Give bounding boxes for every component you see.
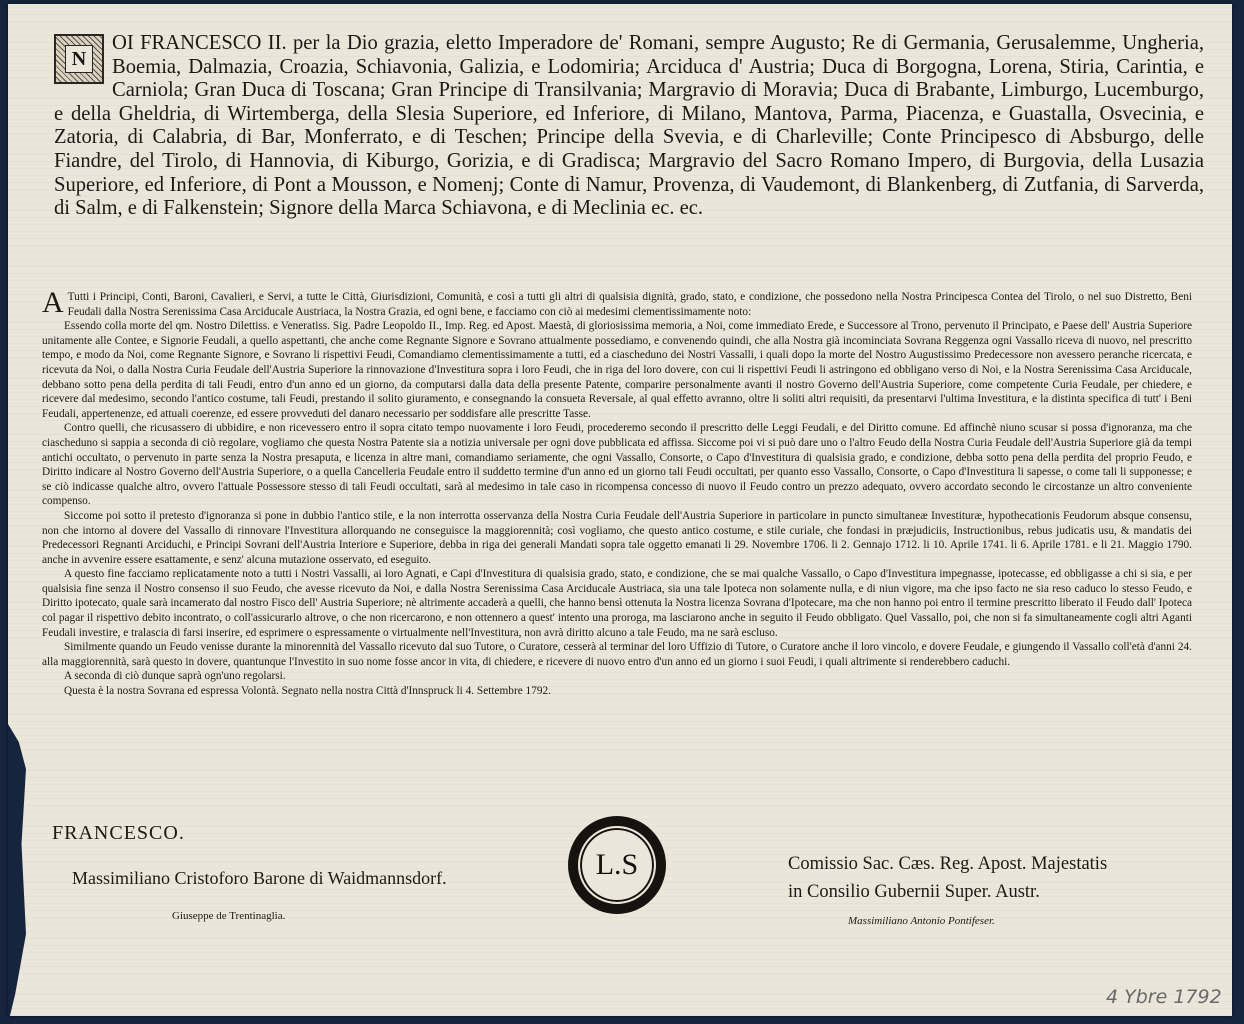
commission-line-2: in Consilio Gubernii Super. Austr. (788, 882, 1040, 902)
initial-letter: N (65, 45, 93, 73)
header-text: OI FRANCESCO II. per la Dio grazia, eletto Imperadore de' Romani, sempre Augusto; Re di Germania, Gerusalemme, Ungheria, Boemia, Dalmazia, Croazia, Schiavonia, Galizia, e Lodomiria; Arciduca d' Austria; Duca di Borgogna, Lorena, Stiria, Carintia, e Carniola; Gran Duca di Toscana; Gran Principe di Transilvania; Margravio di Moravia; Duca di Brabante, Limburgo, Lucemburgo, e della Gheldria, di Wirtemberga, della Slesia Superiore, ed Inferiore, di Milano, Mantova, Parma, Piacenza, e Guastalla, Osvecinia, e Zatoria, di Calabria, di Bar, Monferrato, e di Teschen; Principe della Svevia, e di Charleville; Conte Principesco di Absburgo, delle Fiandre, del Tirolo, di Hannovia, di Kiburgo, Gorizia, e di Gradisca; Margravio del Sacro Romano Impero, di Burgovia, della Lusazia Superiore, ed Inferiore, di Pont a Mousson, e Nomenj; Conte di Namur, Provenza, di Vaudemont, di Blankenberg, di Zutfania, di Sarverda, di Salm, e di Falkenstein; Signore della Marca Schiavona, e di Meclinia ec. ec. (54, 32, 1204, 220)
commission-block (788, 850, 1188, 936)
decorated-initial-icon (54, 34, 104, 84)
commission-line-1: Comissio Sac. Cæs. Reg. Apost. Majestatis (788, 854, 1108, 874)
body-paragraph: A Tutti i Principi, Conti, Baroni, Cavalieri, e Servi, a tutte le Città, Giurisdizioni, Comunità, e così a tutti gli altri di qualsisia dignità, grado, stato, e condizione, che possedono nella Nostra Principesca Contea del Tirolo, o nel suo Distretto, Beni Feudali dalla Nostra Serenissima Casa Arciducale Austriaca, la Nostra Grazia, ed ogni bene, e facciamo con ciò ai medesimi clementissimamente noto: (42, 286, 1192, 319)
body-initial: A (42, 286, 64, 319)
document-sheet (8, 4, 1232, 1016)
sovereign-signature: FRANCESCO. (52, 822, 185, 844)
body-paragraph: Essendo colla morte del qm. Nostro Dilettiss. e Veneratiss. Sig. Padre Leopoldo II., Imp. Reg. ed Apost. Maestà, di gloriosissima memoria, a Noi, come immediato Erede, e Successore al Trono, pervenuto il Principato, e Paese dell' Austria Superiore unitamente alle Contee, e Signorie Feudali, a quello aspettanti, che anche come Regnante Signore e Sovrano attualmente possediamo, e convenendo quindi, che alla Nostra già incominciata Sovrana Reggenza ogni Vassallo riceva di nuovo, nel prescritto tempo, e modo da Noi, come Regnante Signore, e Sovrano li rispettivi Feudi, Comandiamo clementissimamente a tutti, ed a ciascheduno dei Nostri Vassalli, i quali dopo la morte del Nostro Augustissimo Predecessore non avessero peranche ricercata, e ricevuta da Noi, o dalla Nostra Curia Feudale dell'Austria Superiore la rinnovazione d'Investitura sopra i loro Feudi, che in riga del loro dovere, con cui li rispettivi Feudi li astringono ed obbligano verso di Noi, e la Nostra Serenissima Casa Arciducale, debbano sotto pena della perdita di tali Feudi, entro d'un anno ed un giorno, da computarsi dalla data della presente Patente, comparire personalmente avanti il nostro Governo dell'Austria Superiore, come competente Curia Feudale, per chiedere, e ricevere dal medesimo, secondo l'antico costume, tali Feudi, prestando il solito giuramento, e consegnando la consueta Reversale, al qual effetto avranno, oltre li soliti altri requisiti, da presentarvi l'ultima Investitura, e la distinta specifica di tutt' i Beni Feudali, appertenenze, ed attuali coerenze, ed essere provveduti del danaro necessario per soddisfare alle prescritte Tasse. (42, 320, 1192, 420)
pontifeser-signature: Massimiliano Antonio Pontifeser. (848, 915, 995, 927)
torn-edge (8, 724, 26, 1024)
body-paragraph: Siccome poi sotto il pretesto d'ignoranza si pone in dubbio l'antico stile, e la non interrotta osservanza della Nostra Curia Feudale dell'Austria Superiore in particolare in puncto simultaneæ Investituræ, hypothecationis Feudorum absque consensu, non che intorno al dovere del Vassallo di rinnovare l'Investitura allorquando ne conseguisce la maggiorennità; così vogliamo, che questo antico costume, e stile curiale, che fondasi in præjudiciis, Instructionibus, rebus judicatis usu, & mandatis dei Predecessori Regnanti Arciduchi, e Principi Sovrani dell'Austria Interiore e Superiore, debba in riga dei generali Mandati sopra tale oggetto emanati li 29. Novembre 1706. li 2. Gennajo 1712. li 10. Aprile 1741. li 6. Aprile 1781. e li 21. Maggio 1790. anche in avvenire essere esattamente, e senz' alcuna mutazione osservato, ed eseguito. (42, 509, 1192, 566)
pencil-annotation: 4 Ybre 1792 (1106, 986, 1222, 1008)
seal-monogram: L.S (578, 826, 656, 904)
baron-signature: Massimiliano Cristoforo Barone di Waidmannsdorf. (72, 868, 447, 888)
body-paragraph: Similmente quando un Feudo venisse durante la minorennità del Vassallo ricevuto dal suo Tutore, o Curatore, cesserà al terminar del loro Uffizio di Tutore, o Curatore anche il loro vincolo, e dovere Feudale, e giungendo il Vassallo coll'età d'anni 24. alla maggiorennità, sarà questo in dovere, quantunque l'Investito in suo nome fosse ancor in vita, di chiedere, e ricevere di nuovo entro d'un anno ed un giorno i suoi Feudi, i quali altrimente si renderebbero caduchi. (42, 641, 1192, 668)
patent-header (54, 32, 1204, 221)
body-paragraph: Questa è la nostra Sovrana ed espressa Volontà. Segnato nella nostra Città d'Innspruck li 4. Settembre 1792. (64, 685, 551, 698)
patent-body (42, 286, 1192, 699)
body-paragraph: Contro quelli, che ricusassero di ubbidire, e non ricevessero entro il sopra citato tempo nuovamente i loro Feudi, procederemo secondo il prescritto delle Leggi Feudali, e del Diritto comune. Ed affinchè niuno scusar si possa d'ignoranza, ma che ciascheduno si sappia a seconda di ciò regolare, vogliamo che questa Nostra Patente sia a notizia universale per ogni dove pubblicata ed affissa. Siccome poi vi si può dare uno o l'altro Feudo della Nostra Curia Feudale dell'Austria Superiore già da tempi antichi occultato, o pervenuto in parte senza la Nostra presaputa, e licenza in altre mani, comandiamo seriamente, che ogni Vassallo, Consorte, o Capo d'Investitura di qualsisia grado, e condizione, debba sotto pena della perdita del proprio Feudo, e Diritto indicare al Nostro Governo dell'Austria Superiore, o a quella Cancelleria Feudale entro il suddetto termine d'un anno ed un giorno tali Feudi occultati, per quanto esso Vassallo, Consorte, o Capo d'Investitura li sapesse, o come tali li supponesse; e se ciò indicasse qualche altro, ovvero l'attuale Possessore stesso di tali Feudi occultati, sarà al medesimo in tale caso in ricompensa concesso di nuovo il Feudo contro un prezzo adequato, ovvero accordato secondo le circostanze un altro conveniente compenso. (42, 422, 1192, 508)
body-paragraph: A seconda di ciò dunque saprà ogn'uno regolarsi. (64, 670, 286, 683)
left-signatures (52, 822, 447, 922)
seal-icon (568, 816, 666, 914)
body-paragraph: A questo fine facciamo replicatamente noto a tutti i Nostri Vassalli, ai loro Agnati, e Capi d'Investitura di qualsisia grado, stato, e condizione, che se mai qualche Vassallo, o Capo d'Investitura impegnasse, ipotecasse, ed obbligasse a chi si sia, e per qualsisia fine senza il Nostro consenso il suo Feudo, che avesse ricevuto da Noi, e dalla Nostra Serenissima Casa Arciducale Austriaca, sia una tale Ipoteca non solamente nulla, e di niun vigore, ma che ipso facto ne sia reso caduco lo stesso Feudo, e Diritto ipotecato, quale sarà incamerato dal nostro Fisco dell' Austria Superiore; nè altrimente accaderà a quelli, che hanno bensì ottenuta la Nostra licenza Sovrana d'Ipotecare, ma che non hanno poi entro il termine prescritto liberato il Feudo dall' Ipoteca col pagar il rispettivo debito incontrato, o coll'assicurarlo altrove, o che non ricercarono, e non ottennero a quest' intento una proroga, ma lasciarono anche in seguito il Feudo obbligato. Quel Vassallo, poi, che non si fa simultaneamente cogli altri Aganti Feudali investire, e tralascia di farsi inserire, ed esprimere o espressamente o virtualmente nell'Investitura, non avrà diritto alcuno a tale Feudo, ma ne sarà escluso. (42, 568, 1192, 639)
secretary-signature: Giuseppe de Trentinaglia. (172, 910, 286, 922)
